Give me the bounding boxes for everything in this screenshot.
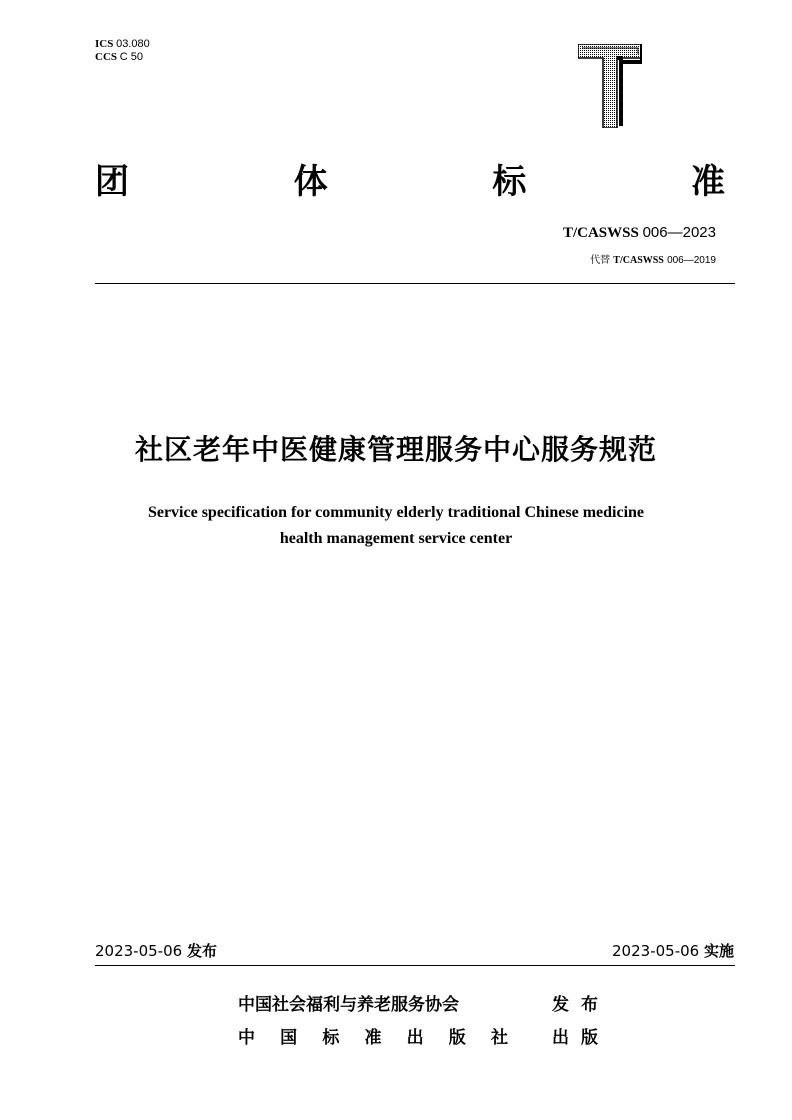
standard-number: [563, 224, 716, 242]
replaces-label: 代替: [590, 255, 611, 266]
t-logo-icon: [578, 44, 642, 128]
press-name-char: 版: [448, 1028, 466, 1048]
issuer-name: 中国社会福利与养老服务协会: [238, 995, 459, 1015]
standard-type-char: 团: [95, 162, 129, 202]
ccs-label: CCS: [95, 51, 118, 63]
press-action-char: 版: [581, 1028, 598, 1048]
ics-label: ICS: [95, 38, 114, 50]
press-name-char: 标: [322, 1028, 340, 1048]
header-divider: [95, 283, 735, 284]
ics-code: 03.080: [116, 38, 150, 50]
publish-date-value: 2023-05-06: [95, 942, 183, 960]
standard-type-char: 标: [492, 162, 527, 202]
title-english: [96, 500, 696, 552]
press-name-char: 准: [364, 1028, 382, 1048]
issuer-action-char: 布: [581, 995, 598, 1015]
press-row: [238, 1023, 598, 1048]
standard-number-digits: 006—2023: [642, 224, 716, 241]
footer-divider: [95, 965, 735, 966]
press-name-char: 中: [238, 1028, 255, 1048]
press-name-char: 出: [406, 1028, 424, 1048]
publish-date-label: 发布: [186, 942, 217, 960]
standard-type-char: 体: [293, 162, 328, 202]
implement-date-label: 实施: [703, 942, 734, 960]
press-name: [238, 1023, 508, 1048]
ics-line: [95, 38, 150, 51]
ccs-line: [95, 51, 150, 64]
ccs-code: C 50: [119, 51, 144, 63]
replaces-standard: [590, 251, 716, 266]
title-english-line: Service specification for community elderly traditional Chinese medicine: [147, 504, 645, 521]
press-action: [552, 1023, 598, 1048]
issuer-row: [238, 990, 598, 1015]
publish-date: [95, 940, 217, 961]
press-action-char: 出: [552, 1028, 569, 1048]
implement-date: [612, 940, 734, 961]
standard-type-heading: [95, 160, 725, 204]
title-chinese: 社区老年中医健康管理服务中心服务规范: [134, 433, 657, 466]
classification-codes: [95, 38, 150, 64]
standard-type-char: 准: [690, 162, 725, 202]
title-english-line: health management service center: [279, 530, 513, 547]
standard-number-prefix: T/CASWSS: [562, 225, 639, 241]
replaces-code: T/CASWSS: [613, 255, 664, 266]
implement-date-value: 2023-05-06: [612, 942, 700, 960]
press-name-char: 社: [490, 1028, 508, 1048]
replaces-number: 006—2019: [667, 255, 716, 266]
issuer-action-char: 发: [552, 995, 569, 1015]
issuer-action: [552, 990, 598, 1015]
press-name-char: 国: [280, 1028, 298, 1048]
